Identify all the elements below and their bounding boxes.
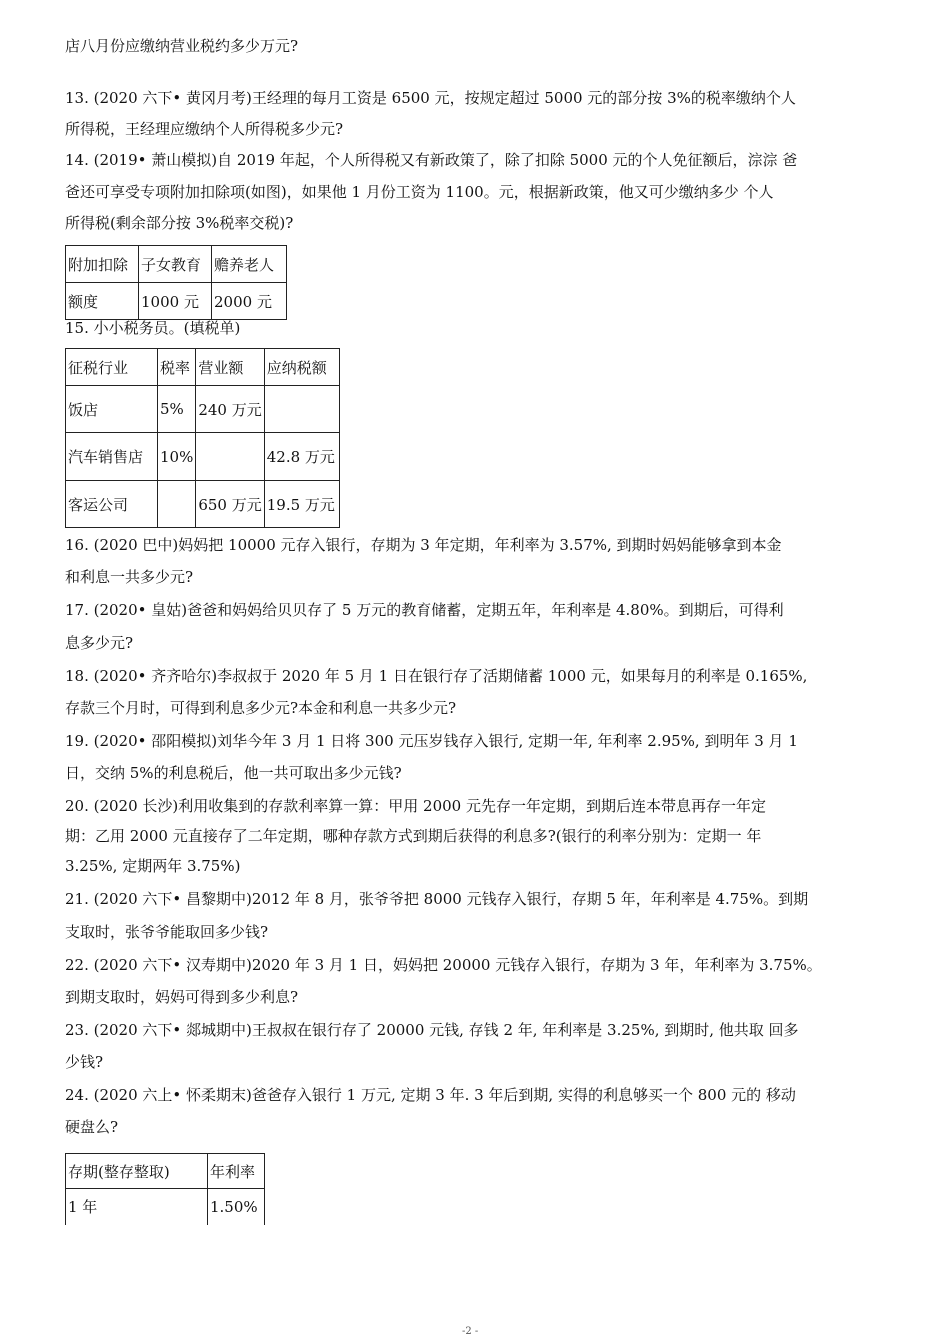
table-cell: 240 万元 (196, 386, 264, 433)
table-cell: 年利率 (208, 1154, 265, 1189)
question-17-line2: 息多少元? (65, 634, 134, 652)
table-cell (264, 386, 339, 433)
table-cell: 税率 (158, 349, 196, 386)
table-row (66, 1154, 265, 1189)
table-cell (158, 481, 196, 528)
question-13-line2: 所得税，王经理应缴纳个人所得税多少元? (65, 120, 344, 138)
table-cell: 征税行业 (66, 349, 158, 386)
interest-rate-table (65, 1153, 265, 1225)
table-cell: 10% (158, 433, 196, 481)
question-16-line1: 16. (2020 巴中)妈妈把 10000 元存入银行，存期为 3 年定期，年利率为 3.57%, 到期时妈妈能够拿到本金 (65, 536, 782, 554)
table-row (66, 1189, 265, 1225)
table-cell: 2000 元 (212, 283, 287, 320)
question-21-line2: 支取时，张爷爷能取回多少钱? (65, 923, 269, 941)
question-17-line1: 17. (2020• 皇姑)爸爸和妈妈给贝贝存了 5 万元的教育储蓄，定期五年，年利率是 4.80%。到期后，可得利 (65, 601, 784, 619)
question-24-line1: 24. (2020 六上• 怀柔期末)爸爸存入银行 1 万元, 定期 3 年. 3 年后到期, 实得的利息够买一个 800 元的 移动 (65, 1086, 796, 1104)
table-cell: 赡养老人 (212, 246, 287, 283)
table-row (66, 246, 287, 283)
question-15-title: 15. 小小税务员。(填税单) (65, 319, 241, 337)
deduction-table (65, 245, 287, 320)
question-20-line2: 期：乙用 2000 元直接存了二年定期，哪种存款方式到期后获得的利息多?(银行的利率分别为：定期一 年 (65, 827, 762, 845)
tax-table (65, 348, 340, 528)
table-cell: 额度 (66, 283, 139, 320)
question-19-line1: 19. (2020• 邵阳模拟)刘华今年 3 月 1 日将 300 元压岁钱存入银行, 定期一年, 年利率 2.95%, 到明年 3 月 1 (65, 732, 798, 750)
table-row (66, 433, 340, 481)
table-cell: 5% (158, 386, 196, 433)
table-cell: 1 年 (66, 1189, 208, 1225)
question-12-tail: 店八月份应缴纳营业税约多少万元? (65, 37, 299, 55)
question-20-line3: 3.25%, 定期两年 3.75%) (65, 857, 241, 875)
table-cell: 650 万元 (196, 481, 264, 528)
question-14-line3: 所得税(剩余部分按 3%税率交税)? (65, 214, 294, 232)
table-cell: 附加扣除 (66, 246, 139, 283)
table-cell: 应纳税额 (264, 349, 339, 386)
table-row (66, 386, 340, 433)
table-cell (196, 433, 264, 481)
question-19-line2: 日，交纳 5%的利息税后，他一共可取出多少元钱? (65, 764, 402, 782)
question-16-line2: 和利息一共多少元? (65, 568, 194, 586)
table-cell: 客运公司 (66, 481, 158, 528)
question-14-line2: 爸还可享受专项附加扣除项(如图)，如果他 1 月份工资为 1100。元，根据新政策，他又可少缴纳多少 个人 (65, 183, 774, 201)
question-13-line1: 13. (2020 六下• 黄冈月考)王经理的每月工资是 6500 元，按规定超过 5000 元的部分按 3%的税率缴纳个人 (65, 89, 796, 107)
question-21-line1: 21. (2020 六下• 昌黎期中)2012 年 8 月，张爷爷把 8000 元钱存入银行，存期 5 年，年利率是 4.75%。到期 (65, 890, 809, 908)
table-row (66, 283, 287, 320)
table-cell: 汽车销售店 (66, 433, 158, 481)
table-row (66, 481, 340, 528)
table-cell: 营业额 (196, 349, 264, 386)
page-number: -2 - (462, 1326, 479, 1337)
table-row (66, 349, 340, 386)
question-20-line1: 20. (2020 长沙)利用收集到的存款利率算一算：甲用 2000 元先存一年定期，到期后连本带息再存一年定 (65, 797, 766, 815)
question-18-line2: 存款三个月时，可得到利息多少元?本金和利息一共多少元? (65, 699, 457, 717)
question-14-line1: 14. (2019• 萧山模拟)自 2019 年起，个人所得税又有新政策了，除了扣除 5000 元的个人免征额后，淙淙 爸 (65, 151, 798, 169)
question-18-line1: 18. (2020• 齐齐哈尔)李叔叔于 2020 年 5 月 1 日在银行存了活期储蓄 1000 元，如果每月的利率是 0.165%, (65, 667, 808, 685)
table-cell: 子女教育 (139, 246, 212, 283)
table-cell: 19.5 万元 (264, 481, 339, 528)
table-cell: 饭店 (66, 386, 158, 433)
question-22-line2: 到期支取时，妈妈可得到多少利息? (65, 988, 299, 1006)
question-22-line1: 22. (2020 六下• 汉寿期中)2020 年 3 月 1 日，妈妈把 20000 元钱存入银行，存期为 3 年，年利率为 3.75%。 (65, 956, 822, 974)
table-cell: 存期(整存整取) (66, 1154, 208, 1189)
question-23-line2: 少钱? (65, 1053, 104, 1071)
question-23-line1: 23. (2020 六下• 郯城期中)王叔叔在银行存了 20000 元钱, 存钱 2 年, 年利率是 3.25%, 到期时, 他共取 回多 (65, 1021, 799, 1039)
table-cell: 1.50% (208, 1189, 265, 1225)
table-cell: 1000 元 (139, 283, 212, 320)
question-24-line2: 硬盘么? (65, 1118, 119, 1136)
table-cell: 42.8 万元 (264, 433, 339, 481)
